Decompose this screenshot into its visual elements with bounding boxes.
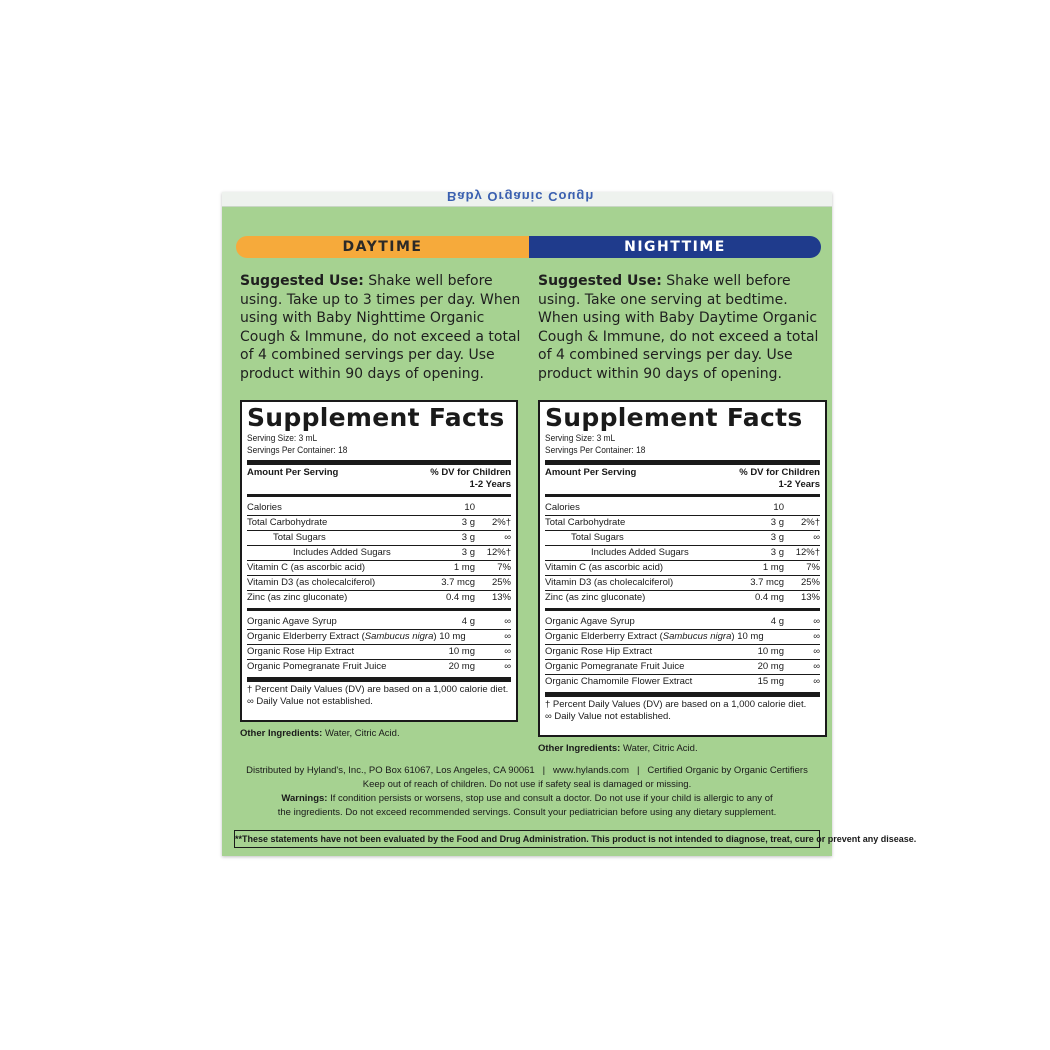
suggested-use-label: Suggested Use: <box>538 273 662 289</box>
divider <box>247 608 511 611</box>
warnings-text-1: If condition persists or worsens, stop use and consult a doctor. Do not use if your child is allergic to any of <box>330 793 773 804</box>
row-amount: 3.7 mcg <box>441 577 475 588</box>
nighttime-suggested-use <box>538 272 826 384</box>
facts-row <box>545 530 820 545</box>
row-amount: 20 mg <box>757 661 784 672</box>
facts-title: Supplement Facts <box>247 403 505 432</box>
facts-row <box>247 515 511 530</box>
fda-disclaimer: **These statements have not been evaluated by the Food and Drug Administration. This product is not intended to diagnose, treat, cure or prevent any disease. <box>234 830 820 848</box>
row-name: Total Sugars <box>571 532 624 543</box>
servings-per-container: Servings Per Container: 18 <box>247 445 348 456</box>
row-amount: 20 mg <box>448 661 475 672</box>
facts-row <box>545 501 820 515</box>
keep-out-notice: Keep out of reach of children. Do not use if safety seal is damaged or missing. <box>362 779 692 790</box>
distribution-info <box>232 764 822 820</box>
facts-row <box>247 501 511 515</box>
ingredient-rows <box>545 615 820 689</box>
nutrient-rows <box>545 501 820 605</box>
nighttime-banner <box>529 236 821 258</box>
row-name: Vitamin C (as ascorbic acid) <box>247 562 366 573</box>
row-dv <box>475 501 511 515</box>
nutrient-rows <box>247 501 511 605</box>
facts-row <box>247 629 511 644</box>
facts-title: Supplement Facts <box>545 403 803 432</box>
row-dv: 2%† <box>800 517 820 528</box>
serving-size: Serving Size: 3 mL <box>247 433 318 444</box>
row-amount <box>466 630 490 644</box>
row-name: Includes Added Sugars <box>591 547 689 558</box>
footnotes <box>247 684 511 708</box>
row-dv: 12%† <box>486 547 511 558</box>
suggested-use-text: Shake well before using. Take up to 3 times per day. When using with Baby Nighttime Organic Cough & Immune, do not exceed a total of 4 combined servings per day. Use product within 90 days of opening. <box>240 273 521 382</box>
warnings-text-2: the ingredients. Do not exceed recommended servings. Consult your pediatrician before using any dietary supplement. <box>277 807 777 818</box>
row-name: Organic Agave Syrup <box>545 616 635 627</box>
warnings-label: Warnings: <box>281 793 328 804</box>
amount-header: Amount Per Serving <box>545 467 637 478</box>
row-dv: ∞ <box>504 532 511 543</box>
row-name: Organic Rose Hip Extract <box>545 646 653 657</box>
row-name: Total Carbohydrate <box>545 517 626 528</box>
row-name: Organic Elderberry Extract (Sambucus nigra) 10 mg <box>545 631 764 642</box>
row-name: Zinc (as zinc gluconate) <box>247 592 348 603</box>
suggested-use-label: Suggested Use: <box>240 273 364 289</box>
facts-row <box>247 615 511 629</box>
footnote-dv: † Percent Daily Values (DV) are based on a 1,000 calorie diet. <box>545 699 807 710</box>
row-dv: ∞ <box>813 646 820 657</box>
dv-header-line1: % DV for Children <box>739 467 820 478</box>
row-dv: ∞ <box>813 631 820 642</box>
footnote-infinity: ∞ Daily Value not established. <box>545 711 671 722</box>
row-name: Calories <box>247 502 282 513</box>
facts-row <box>247 590 511 605</box>
row-dv: 13% <box>800 592 820 603</box>
row-dv: 7% <box>806 562 820 573</box>
row-amount <box>764 630 794 644</box>
divider <box>545 460 820 465</box>
facts-row <box>545 615 820 629</box>
row-amount: 10 mg <box>757 646 784 657</box>
amount-header: Amount Per Serving <box>247 467 339 478</box>
dv-header <box>739 467 820 491</box>
other-ingredients-text: Water, Citric Acid. <box>324 728 400 739</box>
row-amount: 3 g <box>461 547 475 558</box>
row-name: Vitamin C (as ascorbic acid) <box>545 562 664 573</box>
dv-header-line1: % DV for Children <box>430 467 511 478</box>
divider <box>247 460 511 465</box>
row-dv: 13% <box>491 592 511 603</box>
facts-row <box>545 575 820 590</box>
row-name: Vitamin D3 (as cholecalciferol) <box>247 577 376 588</box>
row-amount: 1 mg <box>453 562 475 573</box>
row-dv: 2%† <box>491 517 511 528</box>
facts-row <box>247 659 511 674</box>
divider <box>545 608 820 611</box>
divider <box>545 494 820 497</box>
row-dv: ∞ <box>813 532 820 543</box>
row-dv: ∞ <box>813 661 820 672</box>
top-flap <box>222 189 832 207</box>
package-back-panel <box>222 189 917 856</box>
daytime-banner <box>236 236 529 258</box>
warnings <box>232 792 822 806</box>
servings-per-container: Servings Per Container: 18 <box>545 445 646 456</box>
facts-header <box>247 467 511 491</box>
facts-row <box>545 644 820 659</box>
row-name: Organic Elderberry Extract (Sambucus nigra) 10 mg <box>247 631 466 642</box>
row-amount: 1 mg <box>762 562 784 573</box>
row-amount: 3 g <box>461 517 475 528</box>
row-dv: 7% <box>497 562 511 573</box>
facts-row <box>247 530 511 545</box>
row-dv: 25% <box>800 577 820 588</box>
row-dv: ∞ <box>504 646 511 657</box>
facts-row <box>545 659 820 674</box>
row-amount: 10 mg <box>448 646 475 657</box>
daytime-suggested-use <box>240 272 528 384</box>
row-name: Organic Agave Syrup <box>247 616 337 627</box>
row-name: Organic Rose Hip Extract <box>247 646 355 657</box>
row-dv <box>784 501 820 515</box>
facts-row <box>545 674 820 689</box>
distributed-by: Distributed by Hyland's, Inc., PO Box 61067, Los Angeles, CA 90061 | www.hylands.com | Certified Organic by Organic Certifiers <box>246 765 808 776</box>
row-name: Zinc (as zinc gluconate) <box>545 592 646 603</box>
divider <box>545 692 820 697</box>
row-dv: ∞ <box>504 661 511 672</box>
row-amount: 3.7 mcg <box>750 577 784 588</box>
row-dv: ∞ <box>813 616 820 627</box>
row-amount: 10 <box>464 502 475 513</box>
facts-header <box>545 467 820 491</box>
row-dv: ∞ <box>813 676 820 687</box>
row-name: Organic Chamomile Flower Extract <box>545 676 693 687</box>
facts-row <box>247 560 511 575</box>
row-name: Organic Pomegranate Fruit Juice <box>247 661 387 672</box>
other-ingredients-label: Other Ingredients: <box>538 743 621 754</box>
row-name: Vitamin D3 (as cholecalciferol) <box>545 577 674 588</box>
row-amount: 3 g <box>461 532 475 543</box>
row-amount: 4 g <box>770 616 784 627</box>
row-dv: ∞ <box>504 631 511 642</box>
row-name: Includes Added Sugars <box>293 547 391 558</box>
row-amount: 10 <box>773 502 784 513</box>
row-amount: 3 g <box>770 547 784 558</box>
daytime-other-ingredients <box>240 728 400 739</box>
other-ingredients-text: Water, Citric Acid. <box>622 743 698 754</box>
divider <box>247 677 511 682</box>
facts-row <box>247 644 511 659</box>
nighttime-label: NIGHTTIME <box>624 239 726 255</box>
footnote-infinity: ∞ Daily Value not established. <box>247 696 373 707</box>
facts-row <box>545 629 820 644</box>
row-amount: 0.4 mg <box>754 592 784 603</box>
facts-row <box>545 545 820 560</box>
row-dv: 12%† <box>795 547 820 558</box>
nighttime-supplement-facts <box>538 400 827 737</box>
row-amount: 4 g <box>461 616 475 627</box>
footnote-dv: † Percent Daily Values (DV) are based on a 1,000 calorie diet. <box>247 684 509 695</box>
row-name: Total Sugars <box>273 532 326 543</box>
daytime-supplement-facts <box>240 400 518 722</box>
dv-header-line2: 1-2 Years <box>469 479 511 490</box>
dv-header-line2: 1-2 Years <box>778 479 820 490</box>
facts-row <box>545 560 820 575</box>
row-amount: 3 g <box>770 532 784 543</box>
row-name: Total Carbohydrate <box>247 517 328 528</box>
flap-mirrored-text: Baby Organic Cough <box>447 189 595 204</box>
row-amount: 3 g <box>770 517 784 528</box>
dv-header <box>430 467 511 491</box>
row-amount: 15 mg <box>757 676 784 687</box>
footnotes <box>545 699 820 723</box>
facts-row <box>545 515 820 530</box>
facts-row <box>545 590 820 605</box>
ingredient-rows <box>247 615 511 674</box>
serving-size: Serving Size: 3 mL <box>545 433 616 444</box>
facts-row <box>247 575 511 590</box>
suggested-use-text: Shake well before using. Take one serving at bedtime. When using with Baby Daytime Organic Cough & Immune, do not exceed a total of 4 combined servings per day. Use product within 90 days of opening. <box>538 273 819 382</box>
daytime-label: DAYTIME <box>342 239 423 255</box>
other-ingredients-label: Other Ingredients: <box>240 728 323 739</box>
row-dv: ∞ <box>504 616 511 627</box>
nighttime-other-ingredients <box>538 743 698 754</box>
row-name: Calories <box>545 502 580 513</box>
row-dv: 25% <box>491 577 511 588</box>
row-name: Organic Pomegranate Fruit Juice <box>545 661 685 672</box>
row-amount: 0.4 mg <box>445 592 475 603</box>
divider <box>247 494 511 497</box>
facts-row <box>247 545 511 560</box>
